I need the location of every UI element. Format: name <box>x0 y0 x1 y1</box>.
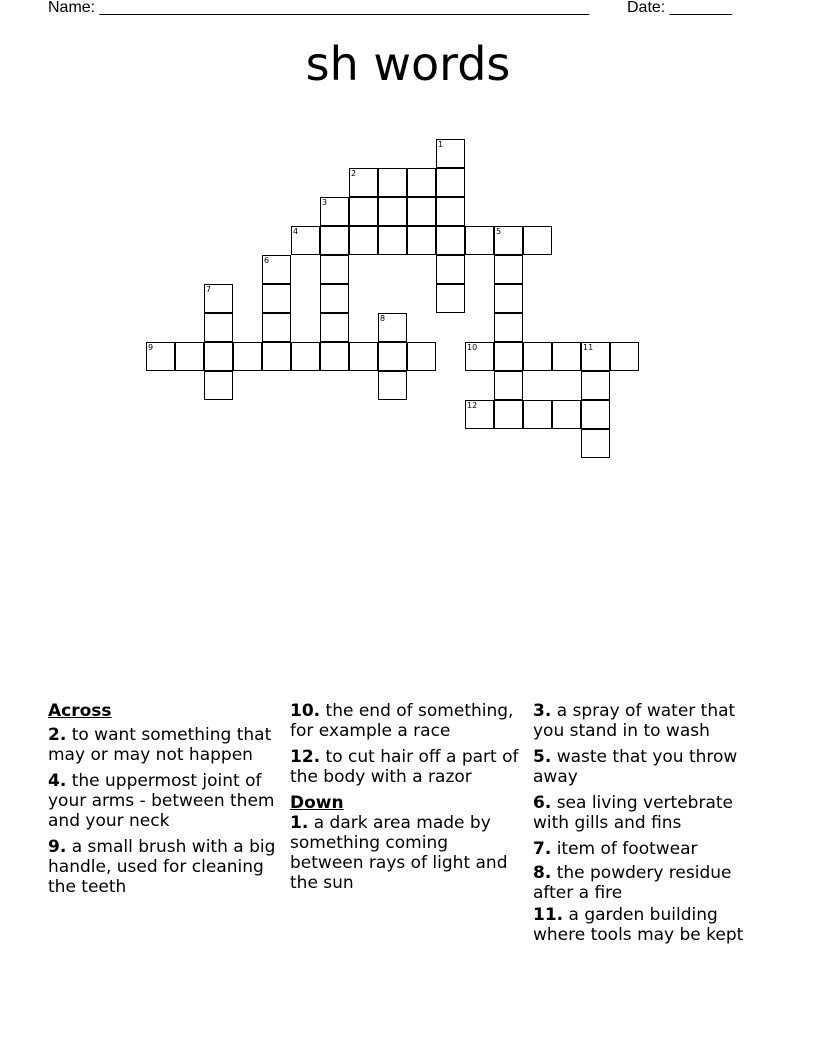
crossword-cell[interactable] <box>378 226 407 255</box>
clue-number-label: 6 <box>264 256 270 265</box>
crossword-cell[interactable] <box>407 168 436 197</box>
clue-number: 10. <box>290 701 321 721</box>
clue-number: 4. <box>48 771 67 791</box>
clue-number: 6. <box>533 793 552 813</box>
clue-number-label: 5 <box>496 227 502 236</box>
clue-text: a spray of water that you stand in to wash <box>533 701 736 741</box>
crossword-grid <box>0 0 816 520</box>
clue-across-2 <box>48 725 280 765</box>
crossword-cell[interactable] <box>610 342 639 371</box>
crossword-cell[interactable] <box>349 226 378 255</box>
crossword-cell[interactable] <box>378 313 407 342</box>
crossword-cell[interactable] <box>233 342 262 371</box>
clue-across-10 <box>290 701 526 741</box>
clue-number: 12. <box>290 747 321 767</box>
crossword-cell[interactable] <box>436 284 465 313</box>
clue-text: to cut hair off a part of the body with a razor <box>290 747 519 787</box>
clue-down-7 <box>533 839 769 859</box>
clue-number-label: 9 <box>148 343 154 352</box>
clue-number-label: 3 <box>322 198 328 207</box>
clue-number: 1. <box>290 813 309 833</box>
clue-number-label: 11 <box>583 343 594 352</box>
clue-text: a small brush with a big handle, used for cleaning the teeth <box>48 837 276 897</box>
clue-text: waste that you throw away <box>533 747 738 787</box>
crossword-cell[interactable] <box>465 226 494 255</box>
crossword-cell[interactable] <box>204 284 233 313</box>
name-field-label: Name: _______________________________________________________ <box>48 0 589 16</box>
crossword-cell[interactable] <box>436 226 465 255</box>
crossword-cell[interactable] <box>204 371 233 400</box>
crossword-cell[interactable] <box>436 197 465 226</box>
clues-column-3 <box>533 701 769 951</box>
crossword-cell[interactable] <box>581 400 610 429</box>
crossword-cell[interactable] <box>407 197 436 226</box>
crossword-cell[interactable] <box>523 226 552 255</box>
clues-column-1 <box>48 701 280 903</box>
crossword-cell[interactable] <box>262 255 291 284</box>
crossword-cell[interactable] <box>262 284 291 313</box>
crossword-cell[interactable] <box>320 313 349 342</box>
crossword-cell[interactable] <box>349 168 378 197</box>
clue-text: the uppermost joint of your arms - between them and your neck <box>48 771 275 831</box>
crossword-cell[interactable] <box>378 197 407 226</box>
across-heading: Across <box>48 701 112 721</box>
clue-number-label: 8 <box>380 314 386 323</box>
crossword-cell[interactable] <box>494 226 523 255</box>
crossword-cell[interactable] <box>291 342 320 371</box>
clue-down-6 <box>533 793 769 833</box>
crossword-cell[interactable] <box>581 342 610 371</box>
crossword-cell[interactable] <box>494 284 523 313</box>
crossword-cell[interactable] <box>494 255 523 284</box>
crossword-cell[interactable] <box>320 284 349 313</box>
clue-text: item of footwear <box>551 839 698 859</box>
crossword-cell[interactable] <box>262 342 291 371</box>
crossword-cell[interactable] <box>349 342 378 371</box>
clue-number-label: 2 <box>351 169 357 178</box>
crossword-cell[interactable] <box>523 342 552 371</box>
crossword-cell[interactable] <box>436 139 465 168</box>
crossword-cell[interactable] <box>320 226 349 255</box>
clue-number: 2. <box>48 725 67 745</box>
clue-down-5 <box>533 747 769 787</box>
clue-across-4 <box>48 771 280 831</box>
clue-number: 8. <box>533 863 552 883</box>
crossword-cell[interactable] <box>291 226 320 255</box>
clue-number-label: 12 <box>467 401 478 410</box>
crossword-cell[interactable] <box>378 342 407 371</box>
crossword-cell[interactable] <box>204 313 233 342</box>
page-title: sh words <box>305 37 511 91</box>
clue-number-label: 1 <box>438 140 444 149</box>
crossword-cell[interactable] <box>494 313 523 342</box>
clue-text: the end of something, for example a race <box>290 701 514 741</box>
clue-number: 11. <box>533 905 564 925</box>
crossword-cell[interactable] <box>320 342 349 371</box>
crossword-cell[interactable] <box>465 342 494 371</box>
crossword-cell[interactable] <box>581 429 610 458</box>
crossword-cell[interactable] <box>436 168 465 197</box>
crossword-cell[interactable] <box>494 371 523 400</box>
clue-text: sea living vertebrate with gills and fins <box>533 793 733 833</box>
crossword-cell[interactable] <box>523 400 552 429</box>
crossword-cell[interactable] <box>465 400 494 429</box>
clue-down-11 <box>533 905 769 945</box>
crossword-cell[interactable] <box>494 400 523 429</box>
clue-number-label: 10 <box>467 343 478 352</box>
crossword-cell[interactable] <box>175 342 204 371</box>
crossword-cell[interactable] <box>552 342 581 371</box>
crossword-cell[interactable] <box>494 342 523 371</box>
clue-number: 9. <box>48 837 67 857</box>
crossword-cell[interactable] <box>262 313 291 342</box>
clues-column-2 <box>290 701 526 899</box>
clue-across-12 <box>290 747 526 787</box>
crossword-cell[interactable] <box>204 342 233 371</box>
clue-number: 7. <box>533 839 552 859</box>
crossword-cell[interactable] <box>378 168 407 197</box>
clue-text: the powdery residue after a fire <box>533 863 732 903</box>
clue-number: 3. <box>533 701 552 721</box>
clue-number: 5. <box>533 747 552 767</box>
clue-down-8 <box>533 863 769 903</box>
clue-text: to want something that may or may not happen <box>48 725 272 765</box>
clue-text: a dark area made by something coming between rays of light and the sun <box>290 813 508 893</box>
clue-across-9 <box>48 837 280 897</box>
crossword-cell[interactable] <box>320 255 349 284</box>
crossword-cell[interactable] <box>581 371 610 400</box>
crossword-cell[interactable] <box>436 255 465 284</box>
clue-down-3 <box>533 701 769 741</box>
crossword-cell[interactable] <box>407 342 436 371</box>
crossword-cell[interactable] <box>146 342 175 371</box>
date-field-label: Date: _______ <box>627 0 732 16</box>
crossword-cell[interactable] <box>349 197 378 226</box>
down-heading: Down <box>290 793 344 813</box>
crossword-cell[interactable] <box>552 400 581 429</box>
clue-number-label: 7 <box>206 285 212 294</box>
crossword-cell[interactable] <box>407 226 436 255</box>
clue-text: a garden building where tools may be kept <box>533 905 744 945</box>
crossword-cell[interactable] <box>320 197 349 226</box>
clue-down-1 <box>290 813 526 893</box>
clue-number-label: 4 <box>293 227 299 236</box>
crossword-cell[interactable] <box>378 371 407 400</box>
